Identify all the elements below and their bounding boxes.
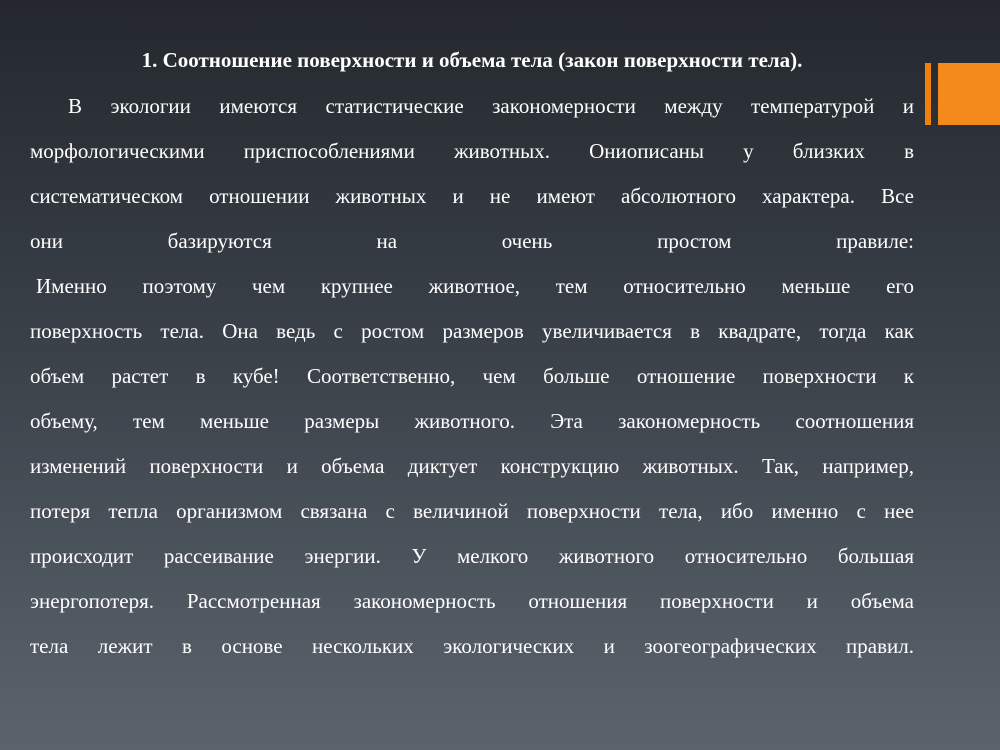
- body-line: потеря тепла организмом связана с величиной поверхности тела, ибо именно с нее: [30, 499, 914, 523]
- body-line: систематическом отношении животных и не имеют абсолютного характера. Все: [30, 184, 914, 208]
- body-line: объему, тем меньше размеры животного. Эта закономерность соотношения: [30, 409, 914, 433]
- body-line: тела лежит в основе нескольких экологических и зоогеографических правил.: [30, 634, 914, 658]
- body-line: они базируются на очень простом правиле:: [30, 229, 914, 253]
- body-line: энергопотеря. Рассмотренная закономерность отношения поверхности и объема: [30, 589, 914, 613]
- body-line: изменений поверхности и объема диктует конструкцию животных. Так, например,: [30, 454, 914, 478]
- slide-title: 1. Соотношение поверхности и объема тела (закон поверхности тела).: [141, 48, 803, 72]
- body-line: поверхность тела. Она ведь с ростом размеров увеличивается в квадрате, тогда как: [30, 319, 914, 343]
- body-line: происходит рассеивание энергии. У мелкого животного относительно большая: [30, 544, 914, 568]
- body-line: Именно поэтому чем крупнее животное, тем относительно меньше его: [36, 274, 914, 298]
- body-line: В экологии имеются статистические закономерности между температурой и: [68, 94, 914, 118]
- accent-bar: [925, 63, 931, 125]
- accent-block: [938, 63, 1000, 125]
- slide-body: [30, 88, 914, 673]
- body-line: объем растет в кубе! Соответственно, чем больше отношение поверхности к: [30, 364, 914, 388]
- body-line: морфологическими приспособлениями животных. Ониописаны у близких в: [30, 139, 914, 163]
